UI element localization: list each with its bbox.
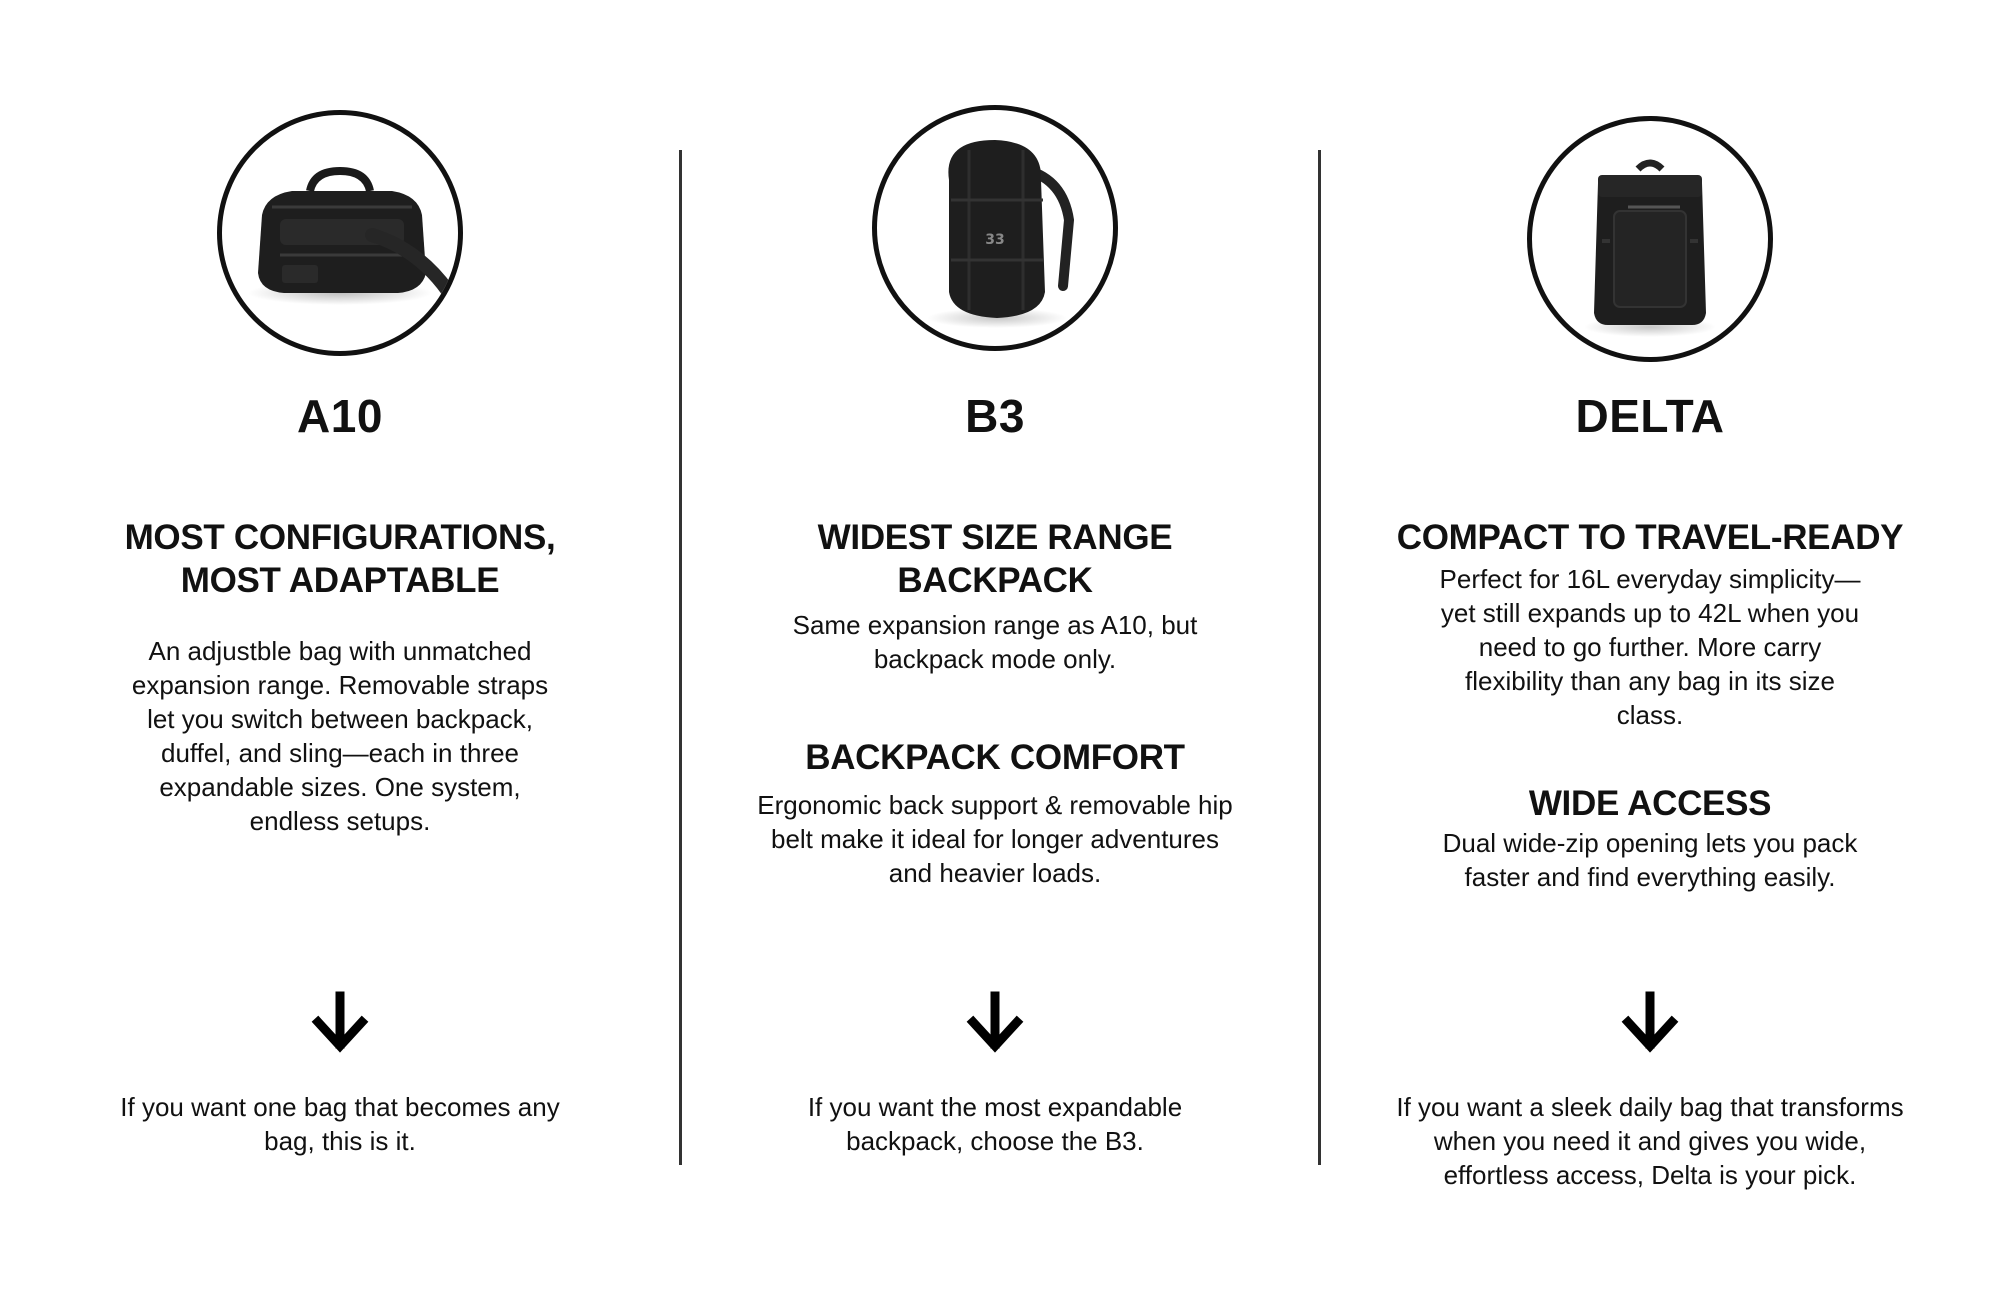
product-image-b3 — [872, 105, 1118, 351]
product-cta: If you want one bag that becomes any bag, this is it. — [120, 1092, 560, 1156]
column-divider — [1318, 150, 1321, 1165]
feature-description: Same expansion range as A10, but backpack mode only. — [792, 610, 1198, 674]
arrow-down-icon — [963, 990, 1027, 1054]
product-image-delta — [1527, 116, 1773, 362]
arrow-down-icon — [308, 990, 372, 1054]
feature-title: MOST CONFIGURATIONS, MOST ADAPTABLE — [124, 518, 556, 600]
product-name: DELTA — [1575, 390, 1725, 442]
product-name: A10 — [297, 390, 383, 442]
product-image-a10 — [217, 110, 463, 356]
feature-title: WIDE ACCESS — [1528, 784, 1772, 823]
product-column-b3 — [755, 0, 1235, 1301]
expandable-backpack-icon — [877, 110, 1113, 346]
product-name: B3 — [965, 390, 1025, 442]
svg-text:33: 33 — [985, 232, 1005, 248]
feature-description: Ergonomic back support & removable hip belt make it ideal for longer adventures and heavier loads. — [757, 790, 1233, 888]
feature-description: Dual wide-zip opening lets you pack faster and find everything easily. — [1442, 828, 1858, 892]
feature-title: COMPACT TO TRAVEL-READY — [1396, 518, 1904, 557]
feature-description: An adjustble bag with unmatched expansion range. Removable straps let you switch between backpack, duffel, and sling—each in three expandable sizes. One system, endless setups. — [131, 636, 549, 836]
feature-title: WIDEST SIZE RANGE BACKPACK — [817, 518, 1173, 600]
product-column-a10 — [100, 0, 580, 1301]
arrow-down-icon — [1618, 990, 1682, 1054]
product-cta: If you want the most expandable backpack, choose the B3. — [807, 1092, 1183, 1156]
product-cta: If you want a sleek daily bag that transforms when you need it and gives you wide, effortless access, Delta is your pick. — [1396, 1092, 1904, 1190]
duffel-bag-icon — [222, 115, 458, 351]
feature-description: Perfect for 16L everyday simplicity—yet still expands up to 42L when you need to go further. More carry flexibility than any bag in its size class. — [1439, 564, 1861, 730]
product-column-delta — [1390, 0, 1910, 1301]
rolltop-backpack-icon — [1532, 121, 1768, 357]
feature-title: BACKPACK COMFORT — [805, 738, 1185, 777]
column-divider — [679, 150, 682, 1165]
